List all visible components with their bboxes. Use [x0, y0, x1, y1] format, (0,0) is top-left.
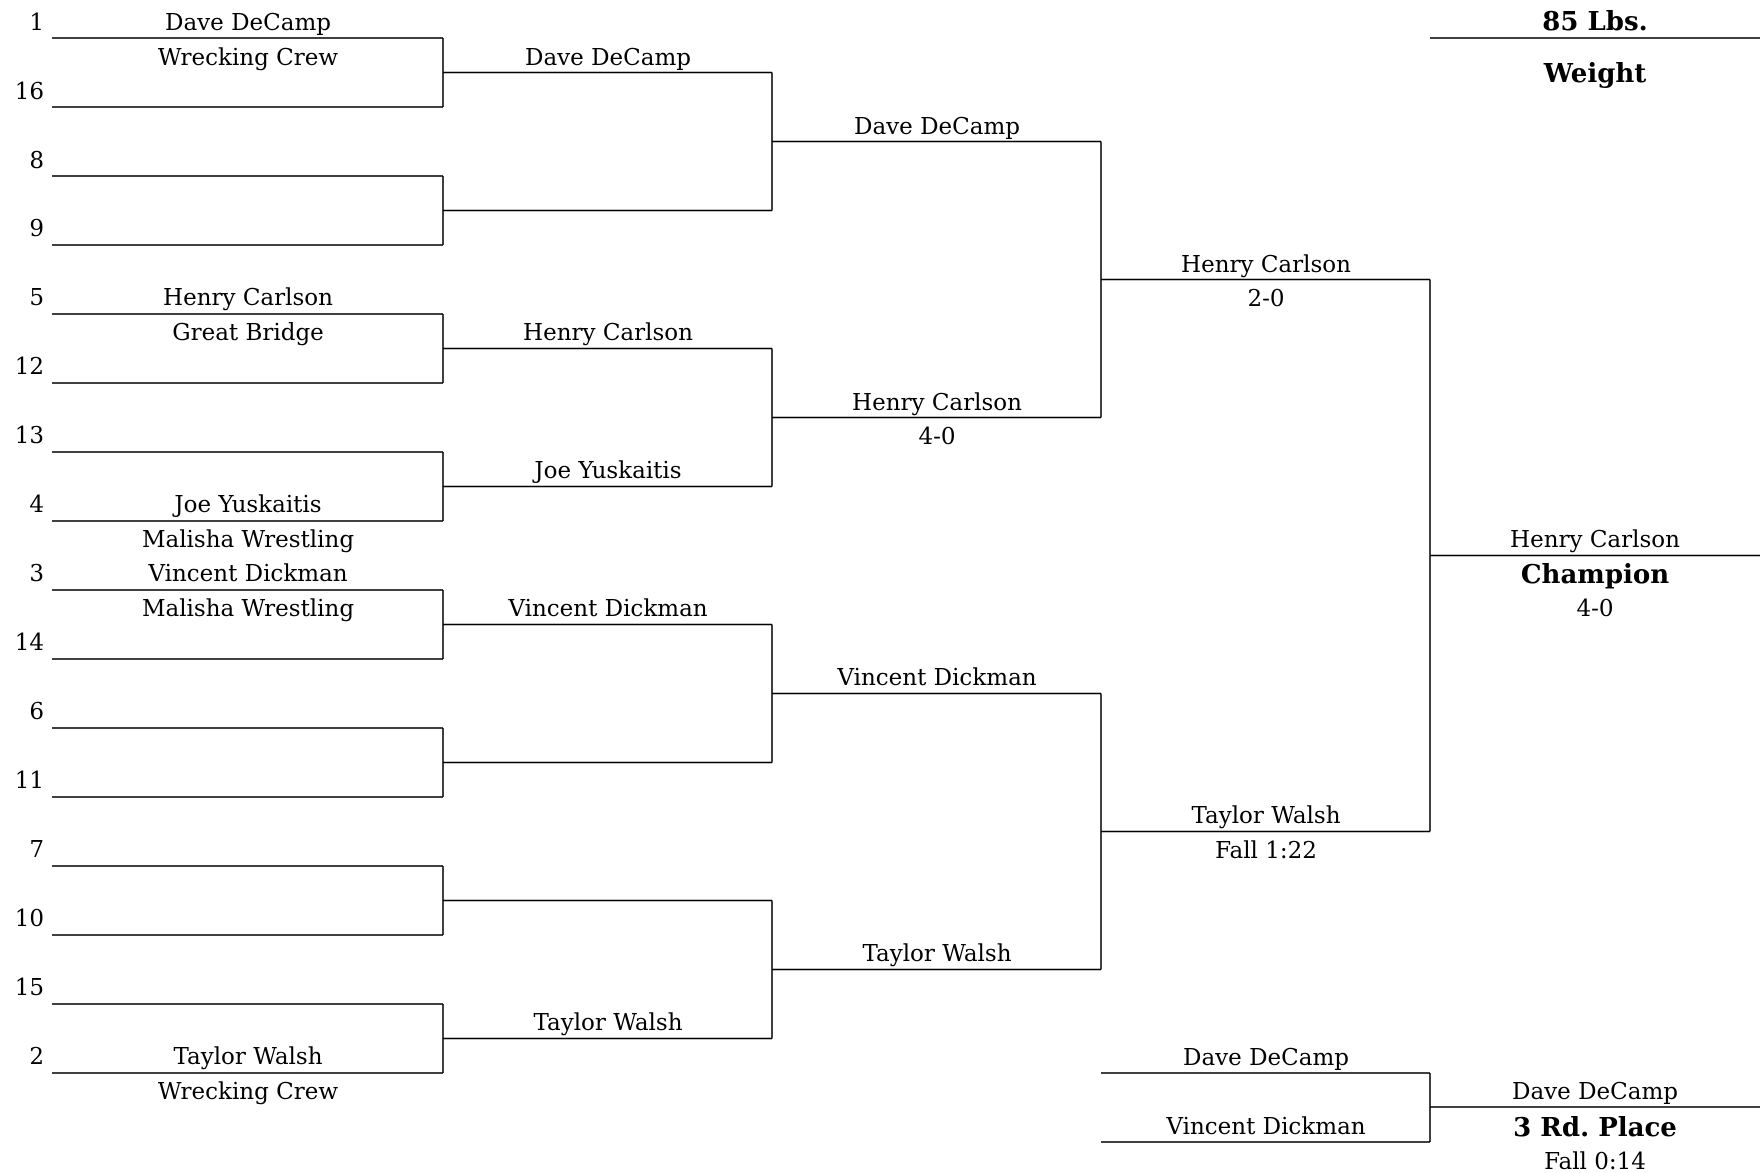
- seed-number: 16: [14, 79, 44, 105]
- team-name: Malisha Wrestling: [141, 527, 355, 553]
- wrestler-name: Vincent Dickman: [508, 596, 708, 622]
- seed-number: 8: [29, 148, 44, 174]
- seed-number: 12: [14, 354, 44, 380]
- wrestler-name: Joe Yuskaitis: [174, 492, 322, 518]
- wrestler-name: Joe Yuskaitis: [534, 458, 682, 484]
- seed-number: 1: [29, 10, 44, 36]
- wrestler-name: Vincent Dickman: [837, 665, 1037, 691]
- seed-numbers: [15, 10, 44, 1070]
- team-name: Malisha Wrestling: [141, 596, 355, 622]
- bracket-lines: [52, 38, 1760, 1142]
- third-place-block: [1165, 1045, 1678, 1173]
- wrestler-name: Henry Carlson: [163, 285, 333, 311]
- wrestler-name: Henry Carlson: [852, 390, 1022, 416]
- match-result: Fall 1:22: [1215, 838, 1317, 864]
- wrestler-name: Taylor Walsh: [533, 1010, 683, 1036]
- seed-number: 2: [29, 1044, 44, 1070]
- seed-number: 13: [14, 423, 44, 449]
- seed-number: 6: [29, 699, 44, 725]
- champion-name: Henry Carlson: [1510, 527, 1680, 553]
- match-result: 4-0: [918, 424, 956, 450]
- wrestler-name: Taylor Walsh: [862, 941, 1012, 967]
- match-result: Fall 0:14: [1544, 1149, 1646, 1173]
- champion-block: [1510, 527, 1680, 622]
- wrestler-name: Dave DeCamp: [1183, 1045, 1349, 1071]
- third-place-label: 3 Rd. Place: [1513, 1113, 1677, 1143]
- wrestler-name: Henry Carlson: [523, 320, 693, 346]
- semifinal-winners: [1181, 252, 1351, 864]
- match-result: 2-0: [1247, 286, 1285, 312]
- third-place-winner: Dave DeCamp: [1512, 1079, 1678, 1105]
- quarterfinal-winners: [836, 114, 1036, 967]
- seed-number: 4: [29, 492, 44, 518]
- team-name: Great Bridge: [172, 320, 324, 346]
- seed-number: 3: [29, 561, 44, 587]
- champion-label: Champion: [1520, 560, 1670, 590]
- wrestler-name: Henry Carlson: [1181, 252, 1351, 278]
- round2-winners: [507, 45, 707, 1036]
- seed-number: 7: [29, 837, 44, 863]
- seed-number: 14: [14, 630, 44, 656]
- team-name: Wrecking Crew: [157, 1079, 339, 1105]
- wrestler-name: Dave DeCamp: [165, 10, 331, 36]
- weight-class: 85 Lbs.: [1542, 7, 1648, 37]
- wrestler-name: Taylor Walsh: [1191, 803, 1341, 829]
- wrestler-name: Dave DeCamp: [854, 114, 1020, 140]
- wrestler-name: Dave DeCamp: [525, 45, 691, 71]
- seed-number: 5: [29, 285, 44, 311]
- match-result: 4-0: [1576, 596, 1614, 622]
- team-name: Wrecking Crew: [157, 45, 339, 71]
- wrestler-name: Vincent Dickman: [148, 561, 348, 587]
- seed-number: 11: [14, 768, 44, 794]
- seed-number: 15: [14, 975, 44, 1001]
- wrestler-name: Taylor Walsh: [173, 1044, 323, 1070]
- seed-number: 9: [29, 216, 44, 242]
- weight-header: [1542, 7, 1647, 89]
- round1-entrants: [142, 10, 354, 1105]
- weight-label: Weight: [1543, 59, 1647, 89]
- seed-number: 10: [14, 906, 44, 932]
- wrestler-name: Vincent Dickman: [1166, 1114, 1366, 1140]
